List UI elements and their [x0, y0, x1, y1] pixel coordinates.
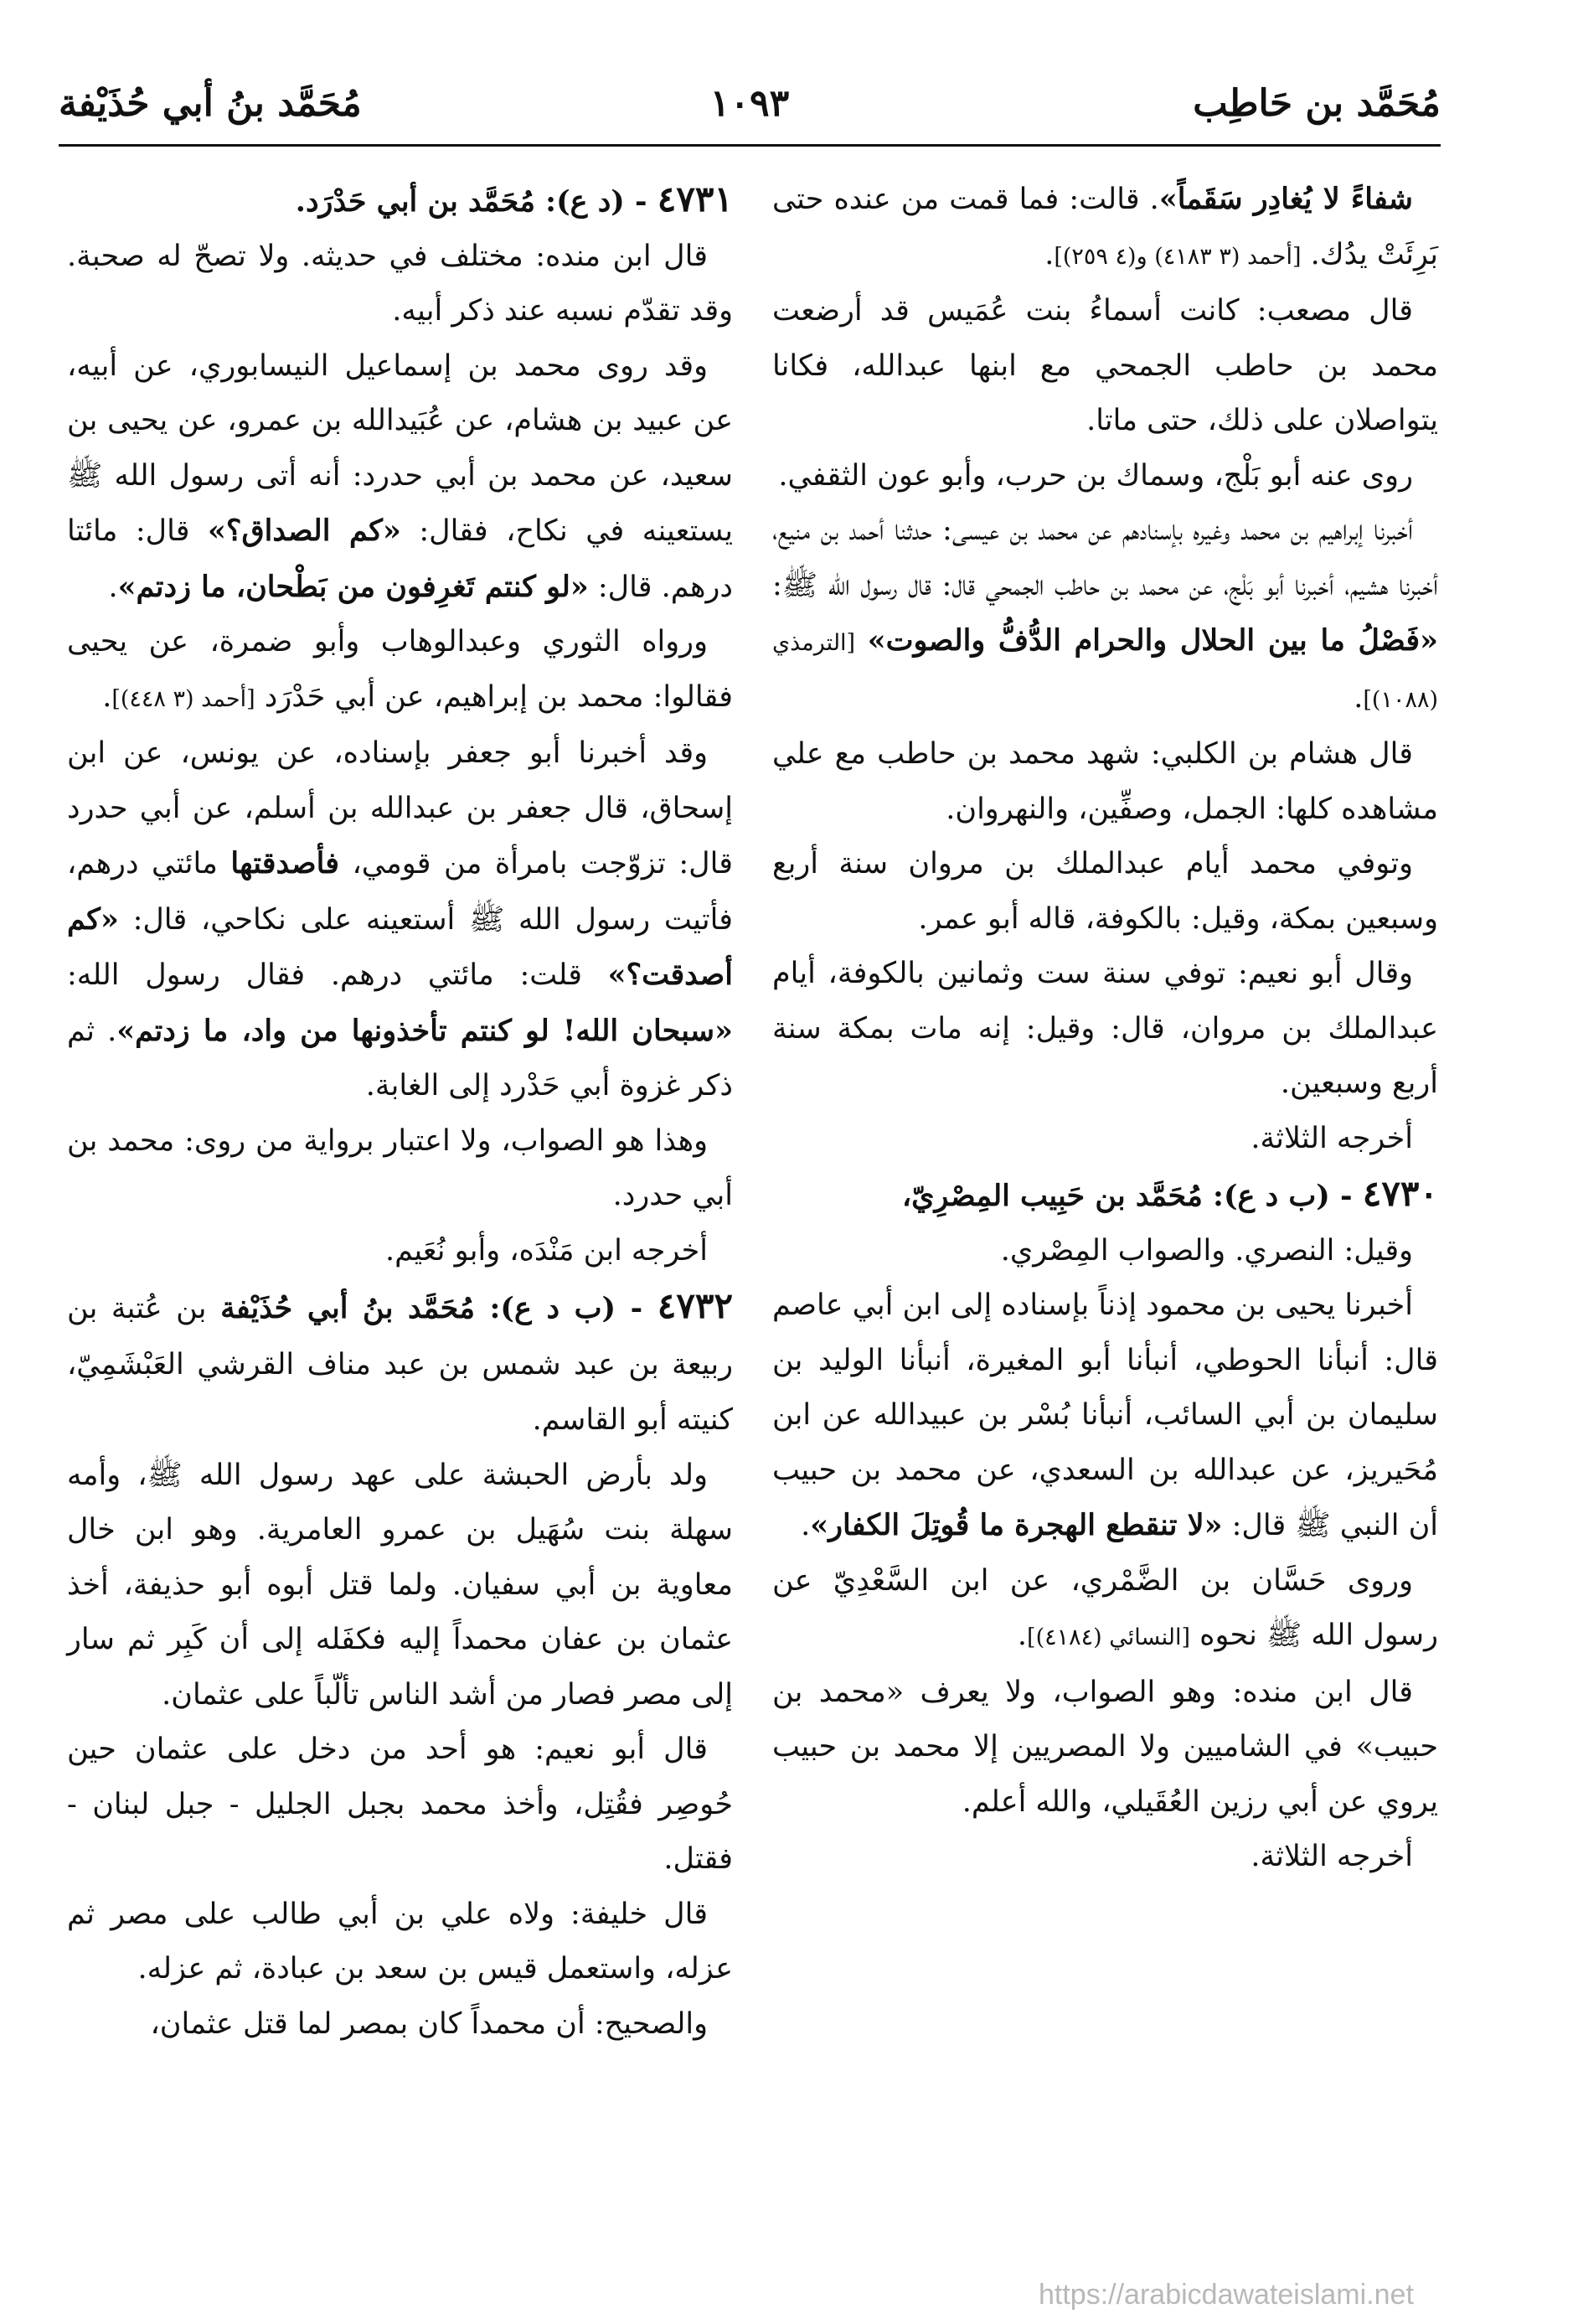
paragraph	[772, 449, 1438, 504]
left-column	[67, 172, 733, 2052]
text-segment: قال خليفة: ولاه علي بن أبي طالب على مصر ثم عزله، واستعمل قيس بن سعد بن عبادة، ثم عزله.	[67, 1897, 733, 1986]
bold-quote: «فَصْلُ ما بين الحلال والحرام الدُّفُّ والصوت»	[867, 623, 1438, 658]
bold-quote: شفاءً لا يُغادِر سَقَماً»	[1158, 182, 1413, 216]
paragraph	[67, 1722, 733, 1888]
text-segment: - (ب د ع): مُحَمَّد بن حَبِيب المِصْرِيّ،	[901, 1179, 1363, 1213]
paragraph	[772, 1666, 1438, 1831]
paragraph	[772, 284, 1438, 449]
paragraph	[772, 837, 1438, 947]
text-segment: وتوفي محمد أيام عبدالملك بن مروان سنة أربع وسبعين بمكة، وقيل: بالكوفة، قاله أبو عمر.	[772, 847, 1438, 936]
text-segment: بن عُتبة بن ربيعة بن عبد شمس بن عبد مناف القرشي العَبْشَمِيّ، كنيته أبو القاسم.	[67, 1292, 733, 1437]
entry-number: ٤٧٣١	[657, 178, 733, 219]
text-segment: . ثم ذكر غزوة أبي حَدْرد إلى الغابة.	[67, 1014, 733, 1103]
bold-quote: «كم أصدقت؟»	[67, 901, 733, 992]
paragraph	[67, 1888, 733, 1997]
text-segment: قال ابن منده: مختلف في حديثه. ولا تصحّ له صحبة. وقد تقدّم نسبه عند ذكر أبيه.	[67, 239, 733, 328]
paragraph	[772, 1554, 1438, 1666]
text-segment	[855, 624, 868, 658]
paragraph	[67, 615, 733, 726]
text-segment: وهذا هو الصواب، ولا اعتبار برواية من روى: محمد بن أبي حدرد.	[67, 1123, 733, 1212]
paragraph	[772, 1112, 1438, 1167]
text-segment: أخبرنا يحيى بن محمود إذناً بإسناده إلى ابن أبي عاصم قال: أنبأنا الحوطي، أنبأنا أبو المغيرة، أنبأنا الوليد بن سليمان بن أبي السائب، أنبأنا بُسْر بن عبيدالله عن ابن مُحَيريز، عن عبدالله بن السعدي، عن محمد بن حبيب أن النبي ﷺ قال:	[772, 1289, 1438, 1542]
text-segment: .	[1354, 680, 1364, 715]
text-segment: وروى حَسَّان بن الضَّمْري، عن ابن السَّعْدِيّ عن رسول الله ﷺ نحوه	[772, 1563, 1438, 1652]
bold-quote: «كم الصداق؟»	[208, 514, 401, 548]
watermark-url: https://arabicdawateislami.net	[1039, 2279, 1414, 2311]
text-segment: وقد روى محمد بن إسماعيل النيسابوري، عن أبيه، عن عبيد بن هشام، عن عُبَيدالله بن عمرو، عن يحيى بن سعيد، عن محمد بن أبي حدرد: أنه أتى رسول الله ﷺ يستعينه في نكاح، فقال:	[67, 349, 733, 548]
text-segment: وقد أخبرنا أبو جعفر بإسناده، عن يونس، عن ابن إسحاق، قال جعفر بن عبدالله بن أسلم، عن أبي حدرد قال: تزوّجت بامرأة من قومي،	[67, 736, 733, 881]
paragraph	[772, 727, 1438, 837]
text-segment: ولد بأرض الحبشة على عهد رسول الله ﷺ، وأمه سهلة بنت سُهَيل بن عمرو العامرية. وهو ابن خال معاوية بن أبي سفيان. ولما قتل أبوه أبو حذيفة، أخذ عثمان بن عفان محمداً إليه فكفَله إلى أن كَبِر ثم سار إلى مصر فصار من أشد الناس تألّباً على عثمان.	[67, 1458, 733, 1712]
citation: [أحمد (٣ ٤١٨٣) و(٤ ٢٥٩)]	[1054, 243, 1302, 270]
citation: [النسائي (٤١٨٤)]	[1027, 1624, 1190, 1650]
bold-quote: فأصدقتها	[230, 846, 339, 881]
text-segment: .	[1017, 1619, 1028, 1652]
text-segment: قال أبو نعيم: هو أحد من دخل على عثمان حين حُوصِر فقُتِل، وأخذ محمد بجبل الجليل - جبل لبنان - فقتل.	[67, 1733, 733, 1876]
paragraph	[772, 172, 1438, 284]
bold-quote: «لا تنقطع الهجرة ما قُوتِلَ الكفار»	[810, 1508, 1223, 1542]
entry-number: ٤٧٣٠	[1362, 1173, 1438, 1214]
bold-quote: «سبحان الله! لو كنتم تأخذونها من واد، ما زدتم»	[116, 1013, 733, 1048]
text-segment: مائتي درهم، فأتيت رسول الله ﷺ أستعينه على نكاحي، قال:	[67, 847, 733, 937]
text-segment: قال: مائتا درهم. قال:	[67, 514, 733, 604]
text-segment: قال مصعب: كانت أسماءُ بنت عُمَيس قد أرضعت محمد بن حاطب الجمحي مع ابنها عبدالله، فكانا يتواصلان على ذلك، حتى ماتا.	[772, 294, 1438, 437]
text-segment: أخرجه الثلاثة.	[1251, 1840, 1413, 1873]
paragraph	[67, 230, 733, 339]
text-segment: أخبرنا إبراهيم بن محمد وغيره بإسنادهم عن محمد بن عيسى: حدثنا أحمد بن منيع، أخبرنا هشيم، أخبرنا أبو بَلْج، عن محمد بن حاطب الجمحي قال: قال رسول الله ﷺ:	[772, 514, 1438, 602]
text-segment: قال ابن منده: وهو الصواب، ولا يعرف «محمد بن حبيب» في الشاميين ولا المصريين إلا محمد بن حبيب يروي عن أبي رزين العُقَيلي، والله أعلم.	[772, 1675, 1438, 1819]
citation: [الترمذي (١٠٨٨)]	[772, 630, 1438, 713]
text-segment: أخرجه ابن مَنْدَه، وأبو نُعَيم.	[384, 1233, 708, 1268]
paragraph	[67, 1997, 733, 2053]
paragraph	[67, 726, 733, 1114]
text-segment: . قالت: فما قمت من عنده حتى بَرِئَتْ يدُك.	[772, 183, 1438, 271]
text-segment: قال هشام بن الكلبي: شهد محمد بن حاطب مع علي مشاهده كلها: الجمل، وصفِّين، والنهروان.	[772, 737, 1438, 826]
paragraph	[67, 1224, 733, 1279]
entry-heading	[67, 172, 733, 230]
running-header	[59, 77, 1441, 147]
page-number: ١٠٩٣	[709, 82, 790, 125]
paragraph	[772, 1278, 1438, 1554]
entry-heading	[772, 1166, 1438, 1224]
paragraph	[772, 947, 1438, 1112]
entry-number: ٤٧٣٢	[657, 1285, 733, 1326]
citation: [أحمد (٣ ٤٤٨)]	[111, 685, 255, 712]
text-segment: وقال أبو نعيم: توفي سنة ست وثمانين بالكوفة، أيام عبدالملك بن مروان، قال: وقيل: إنه مات بمكة سنة أربع وسبعين.	[772, 957, 1438, 1100]
text-segment: .	[801, 1509, 811, 1542]
text-segment: ورواه الثوري وعبدالوهاب وأبو ضمرة، عن يحيى فقالوا: محمد بن إبراهيم، عن أبي حَدْرَد	[67, 625, 733, 714]
text-segment: أخرجه الثلاثة.	[1251, 1121, 1413, 1155]
text-segment: .	[108, 570, 118, 604]
paragraph	[67, 1114, 733, 1224]
text-segment: - (ب د ع): مُحَمَّد بنُ أبي حُذَيْفة	[220, 1291, 658, 1325]
text-segment: وقيل: النصري. والصواب المِصْري.	[1000, 1233, 1413, 1268]
paragraph	[772, 1830, 1438, 1885]
text-segment: .	[102, 679, 112, 714]
text-segment: .	[1044, 237, 1055, 271]
paragraph	[67, 1449, 733, 1723]
paragraph	[772, 504, 1438, 727]
text-segment: والصحيح: أن محمداً كان بمصر لما قتل عثمان،	[150, 2006, 708, 2041]
header-right-title: مُحَمَّد بن حَاطِب	[1193, 82, 1441, 125]
paragraph	[67, 339, 733, 616]
header-left-title: مُحَمَّد بنُ أبي حُذَيْفة	[59, 82, 362, 125]
text-segment: - (د ع): مُحَمَّد بن أبي حَدْرَد.	[295, 184, 658, 219]
entry-heading	[67, 1278, 733, 1449]
text-segment: قلت: مائتي درهم. فقال رسول الله:	[67, 958, 608, 992]
text-segment: روى عنه أبو بَلْج، وسماك بن حرب، وأبو عون الثقفي.	[778, 458, 1413, 493]
right-column	[772, 172, 1438, 1885]
paragraph	[772, 1224, 1438, 1279]
bold-quote: «لو كنتم تَغرِفون من بَطْحان، ما زدتم»	[117, 569, 589, 604]
